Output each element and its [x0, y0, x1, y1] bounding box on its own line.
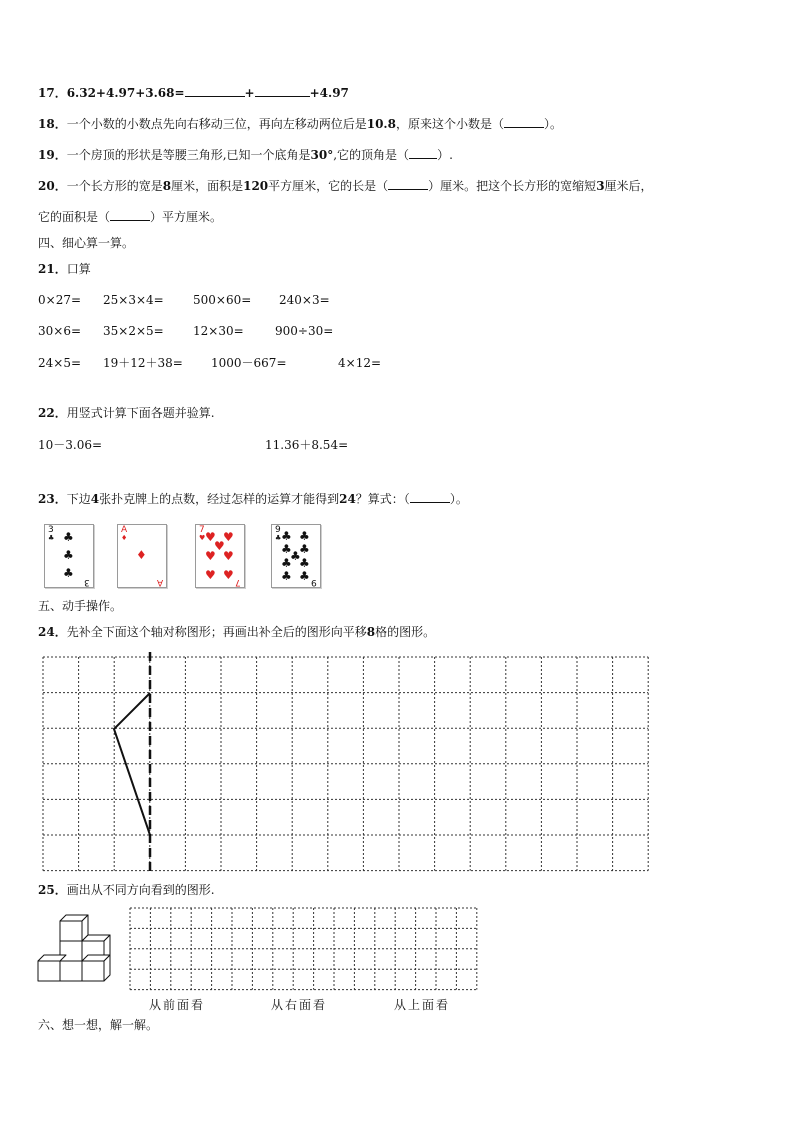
question-text: 一个小数的小数点先向右移动三位，再向左移动两位后是 — [66, 117, 367, 131]
card-rank: 9 — [311, 577, 317, 587]
question-number: 20． — [38, 179, 67, 193]
club-icon: ♣ — [299, 569, 310, 583]
expression-tail: +4.97 — [309, 86, 349, 100]
oral-calc-item: 12×30= — [193, 324, 244, 338]
diamond-icon: ♦ — [136, 548, 147, 562]
club-icon: ♣ — [281, 529, 292, 543]
club-icon: ♣ — [281, 569, 292, 583]
question-text: 格的图形。 — [375, 625, 436, 639]
club-icon: ♣ — [275, 534, 282, 542]
club-icon: ♣ — [63, 548, 74, 562]
oral-calc-item: 0×27= — [38, 293, 82, 307]
club-icon: ♣ — [299, 542, 310, 556]
heart-icon: ♥ — [223, 568, 234, 582]
value: 120 — [243, 179, 269, 193]
heart-icon: ♥ — [205, 568, 216, 582]
view-label-front: 从前面看 — [149, 998, 206, 1012]
card-rank: 7 — [199, 525, 205, 535]
card-rank: 3 — [84, 577, 90, 587]
oral-calc-item: 24×5= — [38, 356, 82, 370]
heart-icon: ♥ — [199, 534, 206, 542]
card-rank: A — [156, 577, 163, 587]
question-number: 25． — [38, 883, 67, 897]
club-icon: ♣ — [63, 530, 74, 544]
question-text: 一个房顶的形状是等腰三角形,已知一个底角是 — [66, 148, 311, 162]
question-text: ）厘米。把这个长方形的宽缩短 — [428, 179, 597, 193]
oral-calc-item: 25×3×4= — [103, 293, 164, 307]
question-text: 张扑克牌上的点数，经过怎样的运算才能得到 — [99, 492, 340, 506]
heart-icon: ♥ — [223, 549, 234, 563]
card-rank: 3 — [48, 525, 54, 535]
question-text: ？算式：（ — [355, 492, 410, 506]
value: 24 — [339, 492, 356, 506]
section-6-heading: 六、想一想，解一解。 — [38, 1018, 159, 1032]
oral-calc-item: 30×6= — [38, 324, 82, 338]
oral-calc-item: 19＋12＋38= — [103, 356, 183, 370]
view-label-right: 从右面看 — [271, 998, 328, 1012]
value: 30° — [310, 148, 334, 162]
oral-calc-item: 900÷30= — [275, 324, 334, 338]
question-text: 厘米后， — [604, 179, 653, 193]
heart-icon: ♥ — [223, 530, 234, 544]
heart-icon: ♥ — [205, 530, 216, 544]
question-number: 23． — [38, 492, 67, 506]
question-text: 平方厘米，它的长是（ — [268, 179, 389, 193]
plus-sign: + — [244, 86, 255, 100]
section-5-heading: 五、动手操作。 — [38, 599, 123, 613]
vertical-calc-item: 11.36＋8.54= — [265, 438, 349, 452]
question-text: 用竖式计算下面各题并验算. — [66, 406, 215, 420]
dotted-grid — [130, 908, 477, 990]
vertical-calc-item: 10－3.06= — [38, 438, 103, 452]
value: 8 — [162, 179, 172, 193]
view-label-top: 从上面看 — [394, 998, 451, 1012]
club-icon: ♣ — [281, 542, 292, 556]
club-icon: ♣ — [48, 534, 55, 542]
oral-calc-item: 35×2×5= — [103, 324, 164, 338]
question-text: ）。 — [543, 117, 562, 131]
value: 3 — [596, 179, 605, 193]
question-text: ）. — [437, 148, 453, 162]
oral-calc-item: 1000－667= — [211, 356, 287, 370]
question-text: ,它的顶角是（ — [333, 148, 410, 162]
club-icon: ♣ — [281, 556, 292, 570]
question-text: 厘米，面积是 — [171, 179, 244, 193]
question-text: 先补全下面这个轴对称图形；再画出补全后的图形向平移 — [66, 625, 367, 639]
question-text: ）平方厘米。 — [150, 210, 223, 224]
club-icon: ♣ — [290, 549, 301, 563]
card-rank: A — [121, 525, 128, 535]
oral-calc-item: 500×60= — [193, 293, 252, 307]
question-text: 画出从不同方向看到的图形. — [66, 883, 215, 897]
value: 10.8 — [366, 117, 396, 131]
question-text: ）。 — [449, 492, 468, 506]
club-icon: ♣ — [299, 529, 310, 543]
question-text: 下边 — [66, 492, 91, 506]
question-text: 它的面积是（ — [38, 210, 111, 224]
question-number: 21． — [38, 262, 67, 276]
section-4-heading: 四、细心算一算。 — [38, 236, 135, 250]
question-text: 口算 — [66, 262, 91, 276]
club-icon: ♣ — [63, 566, 74, 580]
card-rank: 9 — [275, 525, 281, 535]
oral-calc-item: 240×3= — [279, 293, 330, 307]
oral-calc-item: 4×12= — [338, 356, 382, 370]
expression: 6.32+4.97+3.68= — [66, 86, 185, 100]
question-number: 22． — [38, 406, 67, 420]
question-number: 18． — [38, 117, 67, 131]
card-rank: 7 — [235, 577, 241, 587]
question-text: ，原来这个小数是（ — [395, 117, 504, 131]
club-icon: ♣ — [299, 556, 310, 570]
diamond-icon: ♦ — [121, 534, 128, 542]
value: 4 — [90, 492, 100, 506]
question-number: 19． — [38, 148, 67, 162]
question-text: 一个长方形的宽是 — [66, 179, 163, 193]
question-number: 24． — [38, 625, 67, 639]
question-number: 17． — [38, 86, 67, 100]
heart-icon: ♥ — [214, 539, 225, 553]
heart-icon: ♥ — [205, 549, 216, 563]
value: 8 — [366, 625, 376, 639]
